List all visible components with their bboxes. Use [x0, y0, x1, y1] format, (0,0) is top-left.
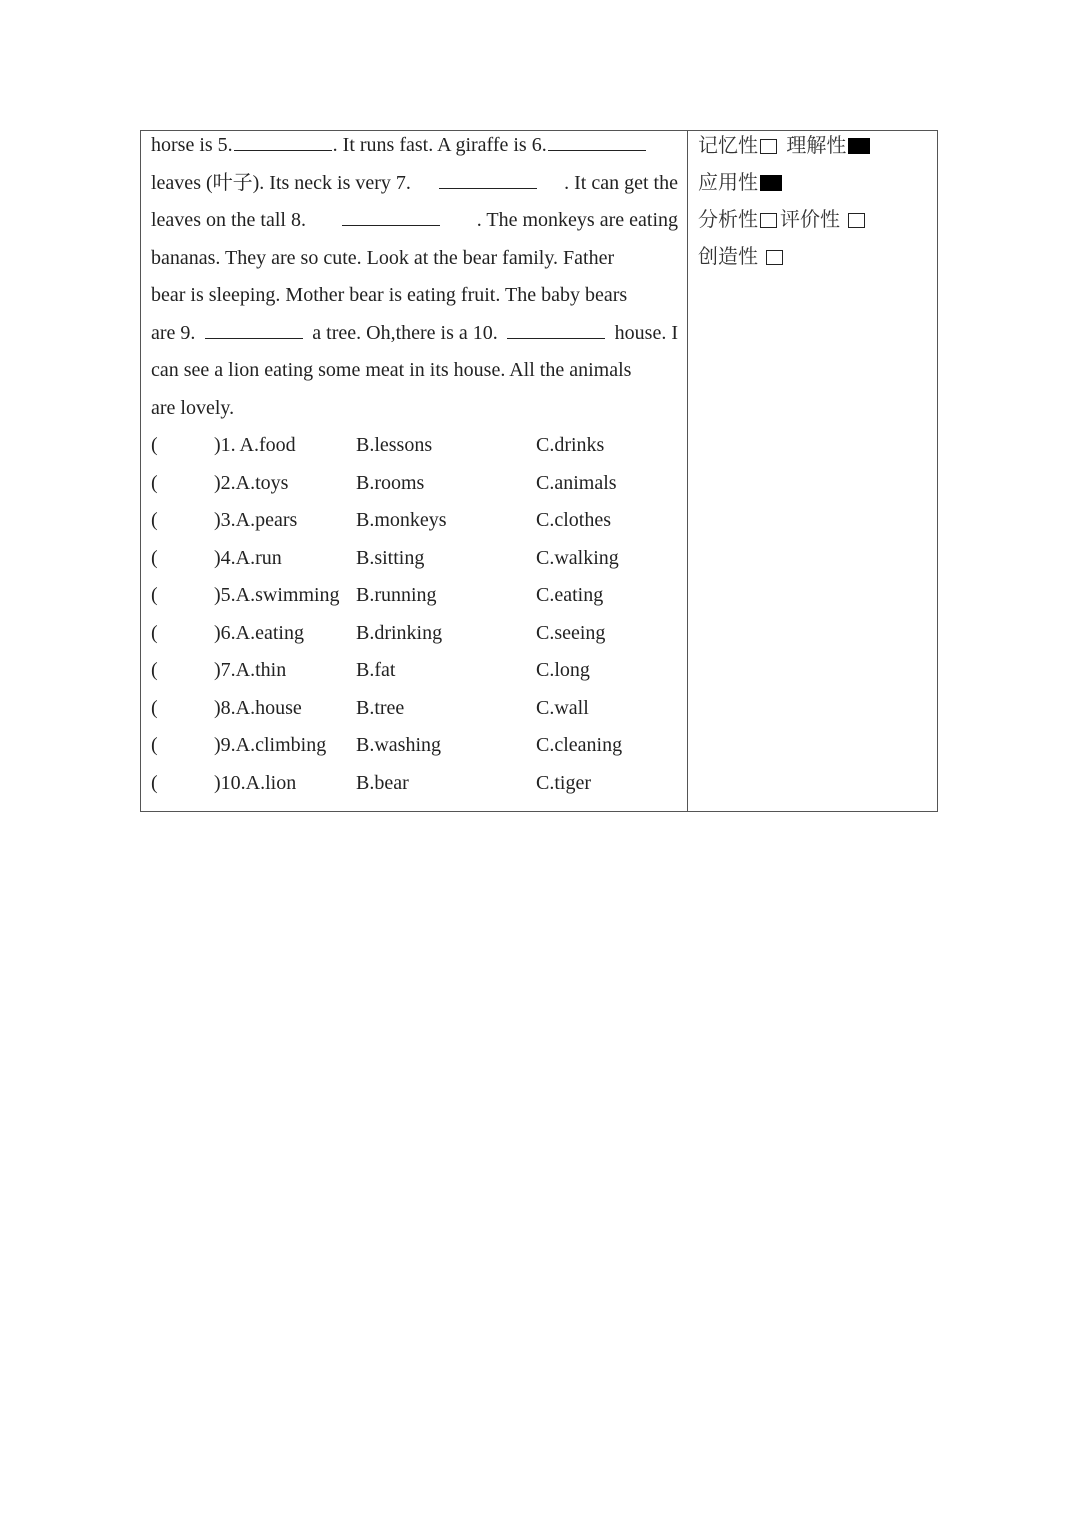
bloom-creation-label: 创造性	[698, 244, 758, 268]
answer-paren[interactable]: (	[151, 659, 158, 681]
question-row	[151, 731, 678, 769]
passage-text: a tree. Oh,there is a 10.	[312, 321, 498, 344]
checkbox-application-icon[interactable]	[760, 175, 782, 191]
bloom-cell	[688, 131, 937, 811]
question-row	[151, 581, 678, 619]
question-row	[151, 506, 678, 544]
answer-paren[interactable]: (	[151, 434, 158, 456]
question-row	[151, 469, 678, 507]
option-c: C.long	[536, 659, 590, 681]
question-row	[151, 694, 678, 732]
bloom-understanding-label: 理解性	[786, 133, 847, 157]
answer-blank-6[interactable]	[548, 131, 646, 151]
question-table	[140, 130, 938, 812]
bloom-row-2	[698, 168, 927, 205]
option-a: )7.A.thin	[214, 659, 287, 681]
option-a: )4.A.run	[214, 546, 282, 569]
checkbox-creation-icon[interactable]	[766, 250, 783, 265]
option-a: )8.A.house	[214, 696, 302, 719]
checkbox-memory-icon[interactable]	[760, 139, 777, 154]
answer-paren[interactable]: (	[151, 471, 158, 494]
question-cell	[141, 131, 688, 811]
passage-line-8	[151, 394, 678, 432]
option-c: C.drinks	[536, 434, 605, 456]
passage-text: . It can get the	[564, 171, 678, 194]
option-c: C.eating	[536, 584, 604, 606]
passage-text: bananas. They are so cute. Look at the bear family. Father	[151, 246, 615, 269]
passage-line-5	[151, 281, 678, 319]
answer-paren[interactable]: (	[151, 621, 158, 644]
option-c: C.animals	[536, 471, 617, 494]
option-b: B.sitting	[356, 546, 425, 569]
option-b: B.washing	[356, 734, 441, 756]
checkbox-evaluation-icon[interactable]	[848, 213, 865, 228]
answer-blank-8[interactable]	[342, 206, 440, 226]
passage-line-2	[151, 169, 678, 207]
answer-blank-10[interactable]	[507, 319, 605, 339]
answer-blank-5[interactable]	[234, 131, 332, 151]
passage-text: leaves on the tall 8.	[151, 209, 306, 231]
bloom-memory-label: 记忆性	[698, 133, 758, 157]
passage-text: can see a lion eating some meat in its house. All the animals	[151, 359, 632, 381]
answer-paren[interactable]: (	[151, 546, 158, 569]
question-row	[151, 769, 678, 807]
option-c: C.walking	[536, 546, 619, 569]
passage-line-4	[151, 244, 678, 282]
passage-text: . It runs fast. A giraffe is 6.	[332, 134, 547, 156]
passage-text: are lovely.	[151, 396, 235, 419]
passage-text: bear is sleeping. Mother bear is eating fruit. The baby bears	[151, 284, 628, 306]
bloom-application-label: 应用性	[698, 170, 758, 194]
passage-line-3	[151, 206, 678, 244]
option-b: B.bear	[356, 771, 409, 794]
bloom-row-1	[698, 131, 927, 168]
passage-line-1	[151, 131, 678, 169]
answer-paren[interactable]: (	[151, 696, 158, 719]
option-b: B.lessons	[356, 434, 433, 456]
option-a: )1. A.food	[214, 434, 296, 456]
option-a: )9.A.climbing	[214, 734, 327, 756]
question-row	[151, 544, 678, 582]
passage-text: horse is 5.	[151, 134, 233, 156]
option-c: C.seeing	[536, 621, 606, 644]
option-a: )2.A.toys	[214, 471, 289, 494]
passage-line-6	[151, 319, 678, 357]
bloom-evaluation-label: 评价性	[780, 207, 840, 231]
option-a: )3.A.pears	[214, 509, 298, 531]
question-list	[151, 431, 678, 806]
option-b: B.fat	[356, 659, 396, 681]
option-c: C.clothes	[536, 509, 611, 531]
passage-text: house. I	[614, 321, 678, 344]
answer-blank-7[interactable]	[439, 169, 537, 189]
option-b: B.rooms	[356, 471, 425, 494]
passage-text: are 9.	[151, 321, 196, 344]
option-b: B.monkeys	[356, 509, 447, 531]
answer-blank-9[interactable]	[205, 319, 303, 339]
passage-text: leaves (叶子). Its neck is very 7.	[151, 171, 411, 194]
option-c: C.tiger	[536, 771, 591, 794]
question-row	[151, 656, 678, 694]
answer-paren[interactable]: (	[151, 771, 158, 794]
answer-paren[interactable]: (	[151, 509, 158, 531]
question-row	[151, 619, 678, 657]
checkbox-understanding-icon[interactable]	[848, 138, 870, 154]
passage-line-7	[151, 356, 678, 394]
answer-paren[interactable]: (	[151, 584, 158, 606]
checkbox-analysis-icon[interactable]	[760, 213, 777, 228]
bloom-row-4	[698, 242, 927, 279]
question-row	[151, 431, 678, 469]
passage-text: . The monkeys are eating	[476, 209, 678, 231]
option-b: B.drinking	[356, 621, 443, 644]
option-c: C.wall	[536, 696, 589, 719]
option-a: )6.A.eating	[214, 621, 304, 644]
option-a: )5.A.swimming	[214, 584, 340, 606]
answer-paren[interactable]: (	[151, 734, 158, 756]
option-b: B.tree	[356, 696, 405, 719]
bloom-row-3	[698, 205, 927, 242]
option-b: B.running	[356, 584, 437, 606]
option-c: C.cleaning	[536, 734, 623, 756]
bloom-analysis-label: 分析性	[698, 207, 758, 231]
option-a: )10.A.lion	[214, 771, 297, 794]
